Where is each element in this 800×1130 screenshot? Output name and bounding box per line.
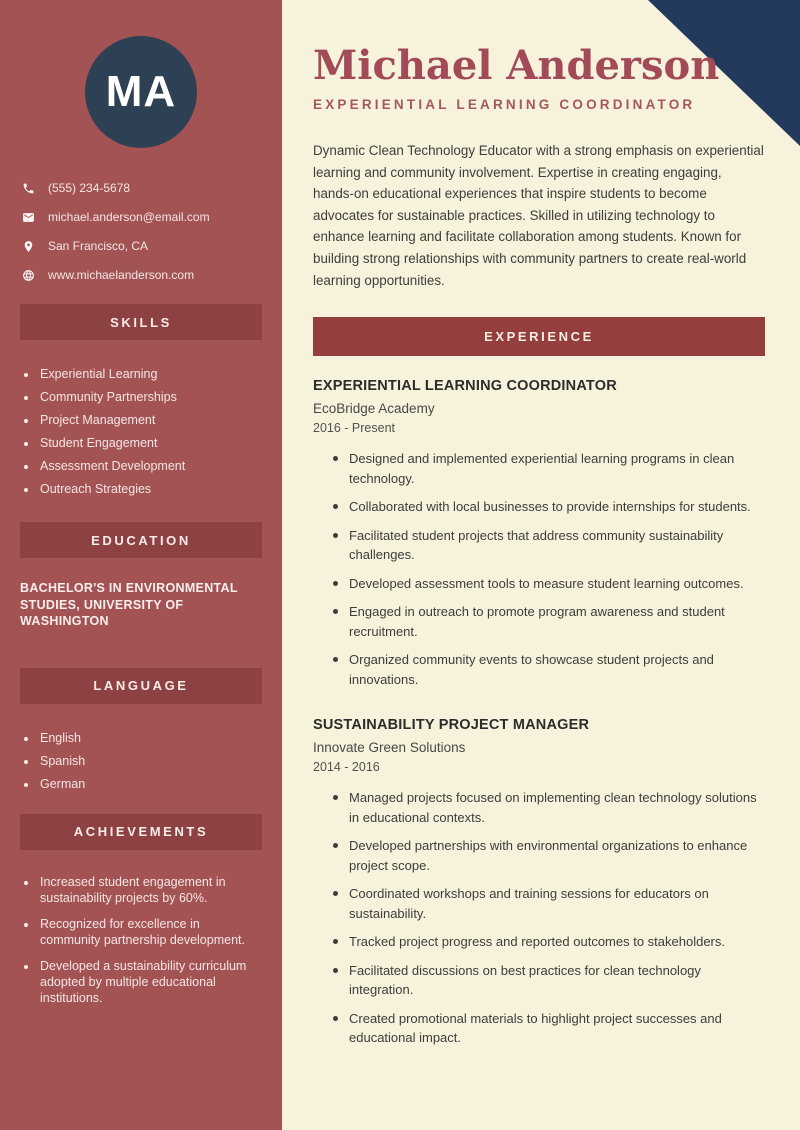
skill-label: Assessment Development	[40, 459, 186, 473]
bullet-icon	[24, 923, 28, 927]
bullet-icon	[333, 795, 338, 800]
language-item	[24, 730, 262, 746]
bullet-icon	[333, 968, 338, 973]
achievement-text: Recognized for excellence in community partnership development.	[40, 916, 245, 947]
job-bullet-text: Created promotional materials to highlight project successes and educational impact.	[349, 1010, 722, 1046]
bullet-icon	[24, 737, 28, 741]
bullet-icon	[24, 465, 28, 469]
language-label: English	[40, 730, 81, 745]
job-company: Innovate Green Solutions	[313, 740, 466, 756]
job-bullet	[333, 650, 765, 689]
language-item	[24, 776, 262, 792]
language-item	[24, 753, 262, 769]
avatar-initials: MA	[105, 67, 177, 116]
job-bullet	[333, 526, 765, 565]
language-list	[20, 730, 262, 792]
bullet-icon	[24, 373, 28, 377]
job-bullet-text: Managed projects focused on implementing clean technology solutions in educational contexts.	[349, 790, 757, 825]
website-value: www.michaelanderson.com	[48, 268, 195, 282]
contact-website-row	[22, 269, 262, 282]
achievement-item	[24, 874, 262, 906]
phone-icon	[22, 182, 35, 195]
bullet-icon	[24, 881, 28, 885]
bullet-icon	[24, 965, 28, 969]
skill-item	[24, 389, 262, 405]
person-title: EXPERIENTIAL LEARNING COORDINATOR	[313, 97, 696, 112]
job-dates: 2014 - 2016	[313, 760, 380, 775]
language-label: Spanish	[40, 753, 86, 768]
job-company: EcoBridge Academy	[313, 401, 435, 417]
job-bullet	[333, 449, 765, 488]
language-heading: LANGUAGE	[20, 668, 262, 704]
skills-list	[20, 366, 262, 497]
skill-item	[24, 412, 262, 428]
bullet-icon	[333, 891, 338, 896]
bullet-icon	[24, 488, 28, 492]
skill-item	[24, 481, 262, 497]
contact-location-row	[22, 240, 262, 253]
job-bullet	[333, 602, 765, 641]
bullet-icon	[333, 533, 338, 538]
skills-heading: SKILLS	[20, 304, 262, 340]
skill-label: Experiential Learning	[40, 367, 158, 381]
job-bullet	[333, 1009, 765, 1048]
education-text: BACHELOR'S IN ENVIRONMENTAL STUDIES, UNIVERSITY OF WASHINGTON	[20, 581, 238, 628]
bullet-icon	[333, 504, 338, 509]
job-bullet-text: Organized community events to showcase student projects and innovations.	[349, 652, 714, 687]
job-dates: 2016 - Present	[313, 421, 395, 436]
bullet-icon	[24, 419, 28, 423]
job-bullet-text: Collaborated with local businesses to provide internships for students.	[349, 499, 751, 515]
job-entry	[313, 378, 765, 689]
achievement-text: Increased student engagement in sustainability projects by 60%.	[40, 874, 226, 905]
achievement-item	[24, 958, 262, 1006]
skill-item	[24, 435, 262, 451]
skill-item	[24, 366, 262, 382]
experience-section-heading: EXPERIENCE	[313, 317, 765, 356]
job-bullet-text: Coordinated workshops and training sessions for educators on sustainability.	[349, 886, 709, 921]
skill-label: Project Management	[40, 413, 156, 427]
bullet-icon	[24, 442, 28, 446]
bullet-icon	[24, 760, 28, 764]
achievements-heading: ACHIEVEMENTS	[20, 814, 262, 850]
achievement-item	[24, 916, 262, 948]
job-bullet-text: Tracked project progress and reported outcomes to stakeholders.	[349, 934, 725, 950]
achievement-text: Developed a sustainability curriculum adopted by multiple educational institutions.	[40, 958, 247, 1005]
bullet-icon	[333, 609, 338, 614]
skill-label: Outreach Strategies	[40, 482, 152, 496]
bullet-icon	[333, 939, 338, 944]
phone-value: (555) 234-5678	[48, 181, 131, 195]
globe-icon	[22, 269, 35, 282]
job-bullet	[333, 574, 765, 594]
avatar	[85, 36, 197, 148]
bullet-icon	[24, 396, 28, 400]
achievements-list	[20, 874, 262, 1006]
job-bullet	[333, 836, 765, 875]
job-bullet	[333, 932, 765, 952]
job-bullet-list	[313, 449, 765, 689]
job-title: SUSTAINABILITY PROJECT MANAGER	[313, 717, 590, 734]
bullet-icon	[333, 581, 338, 586]
job-title: EXPERIENTIAL LEARNING COORDINATOR	[313, 378, 617, 395]
contact-section	[20, 182, 262, 282]
job-bullet	[333, 788, 765, 827]
skill-label: Community Partnerships	[40, 390, 177, 404]
job-bullet-text: Facilitated discussions on best practices for clean technology integration.	[349, 962, 701, 998]
main-column	[282, 0, 800, 1048]
location-value: San Francisco, CA	[48, 239, 149, 253]
job-bullet	[333, 961, 765, 1000]
bullet-icon	[24, 783, 28, 787]
job-bullet-text: Developed partnerships with environmental organizations to enhance project scope.	[349, 838, 748, 873]
skill-label: Student Engagement	[40, 436, 158, 450]
job-bullet-text: Engaged in outreach to promote program awareness and student recruitment.	[349, 604, 725, 639]
profile-summary: Dynamic Clean Technology Educator with a strong emphasis on experiential learning and community involvement. Expertise in creating engaging, hands-on educational experiences that inspire students to become advocates for sustainable practices. Skilled in utilizing technology to enhance learning and facilitate collaboration among students. Known for building strong relationships with community partners to create real-world learning opportunities.	[313, 143, 764, 288]
bullet-icon	[333, 843, 338, 848]
location-icon	[22, 240, 35, 253]
job-bullet	[333, 884, 765, 923]
email-value: michael.anderson@email.com	[48, 210, 210, 224]
contact-email-row	[22, 211, 262, 224]
bullet-icon	[333, 1016, 338, 1021]
email-icon	[22, 211, 35, 224]
job-bullet	[333, 497, 765, 517]
contact-phone-row	[22, 182, 262, 195]
job-bullet-text: Facilitated student projects that address community sustainability challenges.	[349, 527, 724, 563]
language-label: German	[40, 776, 86, 791]
job-entry	[313, 717, 765, 1048]
job-bullet-list	[313, 788, 765, 1048]
bullet-icon	[333, 657, 338, 662]
person-name: Michael Anderson	[313, 42, 720, 89]
education-heading: EDUCATION	[20, 522, 262, 558]
sidebar	[0, 0, 282, 1130]
job-bullet-text: Designed and implemented experiential learning programs in clean technology.	[349, 451, 735, 486]
bullet-icon	[333, 456, 338, 461]
job-bullet-text: Developed assessment tools to measure student learning outcomes.	[349, 575, 744, 591]
skill-item	[24, 458, 262, 474]
